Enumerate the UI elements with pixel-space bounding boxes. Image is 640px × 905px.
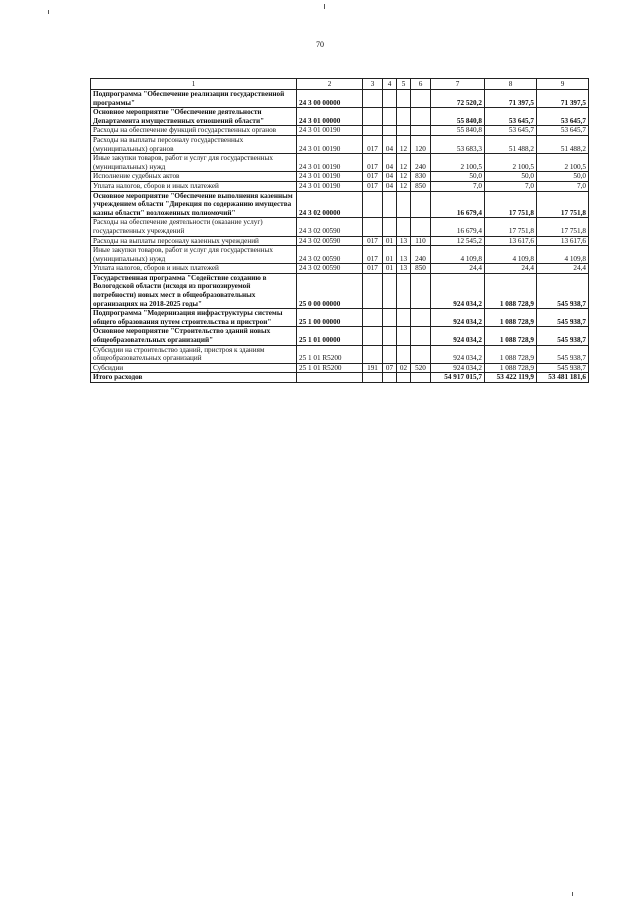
row-code-cell: 24 3 01 00190 (297, 172, 363, 182)
row-section-cell (383, 191, 397, 218)
row-name-cell: Подпрограмма "Обеспечение реализации государственной программы" (91, 90, 297, 108)
row-name-cell: Расходы на обеспечение деятельности (оказание услуг) государственных учреждений (91, 218, 297, 236)
row-section-cell: 04 (383, 172, 397, 182)
row-code-cell: 25 1 01 R5200 (297, 345, 363, 363)
row-subsection-cell (397, 218, 411, 236)
row-code-cell: 25 1 01 R5200 (297, 363, 363, 373)
row-value-cell: 924 034,2 (431, 345, 485, 363)
column-header: 3 (363, 79, 383, 90)
header-row (91, 79, 589, 90)
row-subsection-cell (397, 309, 411, 327)
row-value-cell: 53 481 181,6 (537, 373, 589, 383)
table-row (91, 327, 589, 345)
row-expense-type-cell (411, 108, 431, 126)
row-section-cell (383, 327, 397, 345)
row-expense-type-cell (411, 126, 431, 136)
row-value-cell: 17 751,8 (485, 218, 537, 236)
table-row (91, 181, 589, 191)
row-value-cell: 924 034,2 (431, 273, 485, 308)
row-value-cell: 7,0 (431, 181, 485, 191)
row-value-cell: 2 100,5 (431, 154, 485, 172)
row-value-cell: 7,0 (485, 181, 537, 191)
row-expense-type-cell (411, 218, 431, 236)
row-name-cell: Государственная программа "Содействие созданию в Вологодской области (исходя из прогнозируемой потребности) новых мест в общеобразовательных организациях на 2018-2025 годы" (91, 273, 297, 308)
row-subsection-cell (397, 108, 411, 126)
row-subsection-cell (397, 345, 411, 363)
row-subsection-cell (397, 373, 411, 383)
row-value-cell: 24,4 (537, 264, 589, 274)
row-ministry-cell (363, 90, 383, 108)
row-ministry-cell (363, 126, 383, 136)
column-header: 9 (537, 79, 589, 90)
row-value-cell: 1 088 728,9 (485, 327, 537, 345)
table-row (91, 363, 589, 373)
row-value-cell: 51 488,2 (485, 135, 537, 153)
table-row (91, 246, 589, 264)
row-value-cell: 4 109,8 (485, 246, 537, 264)
row-name-cell: Расходы на обеспечение функций государственных органов (91, 126, 297, 136)
row-name-cell: Расходы на выплаты персоналу государственных (муниципальных) органов (91, 135, 297, 153)
row-ministry-cell (363, 191, 383, 218)
row-value-cell: 545 938,7 (537, 363, 589, 373)
row-value-cell: 7,0 (537, 181, 589, 191)
column-header: 6 (411, 79, 431, 90)
column-header: 7 (431, 79, 485, 90)
row-code-cell: 24 3 01 00190 (297, 135, 363, 153)
row-subsection-cell (397, 327, 411, 345)
row-name-cell: Уплата налогов, сборов и иных платежей (91, 181, 297, 191)
row-ministry-cell: 191 (363, 363, 383, 373)
row-ministry-cell: 017 (363, 172, 383, 182)
row-value-cell: 17 751,8 (537, 191, 589, 218)
column-header: 2 (297, 79, 363, 90)
row-value-cell: 1 088 728,9 (485, 345, 537, 363)
row-code-cell (297, 373, 363, 383)
row-expense-type-cell (411, 327, 431, 345)
row-ministry-cell: 017 (363, 181, 383, 191)
budget-table (90, 78, 589, 383)
row-value-cell: 4 109,8 (537, 246, 589, 264)
row-name-cell: Основное мероприятие "Обеспечение выполнения казенным учреждением области "Дирекция по содержанию имущества казны области" возложенных полномочий" (91, 191, 297, 218)
row-expense-type-cell (411, 309, 431, 327)
scan-mark (572, 892, 573, 896)
row-value-cell: 16 679,4 (431, 191, 485, 218)
row-value-cell: 1 088 728,9 (485, 309, 537, 327)
row-value-cell: 71 397,5 (537, 90, 589, 108)
row-name-cell: Субсидии на строительство зданий, пристроя к зданиям общеобразовательных организаций (91, 345, 297, 363)
row-subsection-cell (397, 273, 411, 308)
row-section-cell: 04 (383, 154, 397, 172)
row-name-cell: Итого расходов (91, 373, 297, 383)
row-section-cell (383, 90, 397, 108)
row-section-cell (383, 373, 397, 383)
row-code-cell: 24 3 02 00590 (297, 236, 363, 246)
row-ministry-cell: 017 (363, 264, 383, 274)
row-value-cell: 1 088 728,9 (485, 363, 537, 373)
column-header: 8 (485, 79, 537, 90)
row-subsection-cell: 13 (397, 236, 411, 246)
row-value-cell: 55 840,8 (431, 108, 485, 126)
row-value-cell: 24,4 (431, 264, 485, 274)
table-row (91, 154, 589, 172)
scan-mark (48, 10, 49, 14)
table-row (91, 191, 589, 218)
row-name-cell: Расходы на выплаты персоналу казенных учреждений (91, 236, 297, 246)
row-code-cell: 24 3 02 00590 (297, 264, 363, 274)
row-value-cell: 72 520,2 (431, 90, 485, 108)
row-ministry-cell: 017 (363, 236, 383, 246)
row-expense-type-cell: 240 (411, 154, 431, 172)
row-subsection-cell (397, 191, 411, 218)
row-value-cell: 13 617,6 (485, 236, 537, 246)
row-value-cell: 924 034,2 (431, 363, 485, 373)
row-expense-type-cell: 240 (411, 246, 431, 264)
row-name-cell: Подпрограмма "Модернизация инфраструктуры системы общего образования путем строительства и пристрои" (91, 309, 297, 327)
row-code-cell: 25 1 00 00000 (297, 309, 363, 327)
table-row (91, 90, 589, 108)
row-ministry-cell: 017 (363, 135, 383, 153)
column-header: 4 (383, 79, 397, 90)
row-value-cell: 924 034,2 (431, 309, 485, 327)
row-value-cell: 2 100,5 (485, 154, 537, 172)
row-value-cell: 51 488,2 (537, 135, 589, 153)
row-expense-type-cell: 850 (411, 264, 431, 274)
row-ministry-cell (363, 273, 383, 308)
row-value-cell: 54 917 015,7 (431, 373, 485, 383)
row-subsection-cell: 13 (397, 264, 411, 274)
row-section-cell: 01 (383, 264, 397, 274)
page-number: 70 (316, 40, 324, 49)
row-code-cell: 25 0 00 00000 (297, 273, 363, 308)
table-row (91, 108, 589, 126)
row-subsection-cell: 12 (397, 172, 411, 182)
row-value-cell: 55 840,8 (431, 126, 485, 136)
row-value-cell: 545 938,7 (537, 345, 589, 363)
row-code-cell: 24 3 02 00590 (297, 218, 363, 236)
row-ministry-cell (363, 218, 383, 236)
row-value-cell: 53 645,7 (537, 126, 589, 136)
row-section-cell: 04 (383, 135, 397, 153)
table-row (91, 309, 589, 327)
row-ministry-cell (363, 309, 383, 327)
row-section-cell (383, 218, 397, 236)
table-row (91, 273, 589, 308)
row-value-cell: 16 679,4 (431, 218, 485, 236)
row-code-cell: 25 1 01 00000 (297, 327, 363, 345)
row-code-cell: 24 3 02 00000 (297, 191, 363, 218)
row-ministry-cell: 017 (363, 246, 383, 264)
row-expense-type-cell: 110 (411, 236, 431, 246)
row-section-cell (383, 273, 397, 308)
row-ministry-cell (363, 345, 383, 363)
row-expense-type-cell (411, 90, 431, 108)
row-value-cell: 545 938,7 (537, 273, 589, 308)
row-section-cell: 01 (383, 236, 397, 246)
row-value-cell: 12 545,2 (431, 236, 485, 246)
row-name-cell: Исполнение судебных актов (91, 172, 297, 182)
row-name-cell: Иные закупки товаров, работ и услуг для государственных (муниципальных) нужд (91, 246, 297, 264)
row-ministry-cell: 017 (363, 154, 383, 172)
row-value-cell: 53 683,3 (431, 135, 485, 153)
table-row (91, 135, 589, 153)
row-subsection-cell: 02 (397, 363, 411, 373)
row-expense-type-cell: 830 (411, 172, 431, 182)
row-value-cell: 13 617,6 (537, 236, 589, 246)
row-section-cell (383, 345, 397, 363)
column-header: 5 (397, 79, 411, 90)
row-subsection-cell: 12 (397, 135, 411, 153)
row-ministry-cell (363, 327, 383, 345)
row-name-cell: Основное мероприятие "Обеспечение деятельности Департамента имущественных отношений области" (91, 108, 297, 126)
row-value-cell: 50,0 (431, 172, 485, 182)
row-subsection-cell (397, 126, 411, 136)
row-expense-type-cell (411, 273, 431, 308)
row-expense-type-cell (411, 373, 431, 383)
row-value-cell: 71 397,5 (485, 90, 537, 108)
row-code-cell: 24 3 01 00190 (297, 126, 363, 136)
row-section-cell: 07 (383, 363, 397, 373)
column-header: 1 (91, 79, 297, 90)
row-value-cell: 4 109,8 (431, 246, 485, 264)
row-code-cell: 24 3 00 00000 (297, 90, 363, 108)
row-subsection-cell (397, 90, 411, 108)
row-value-cell: 53 645,7 (485, 108, 537, 126)
row-value-cell: 50,0 (537, 172, 589, 182)
row-value-cell: 2 100,5 (537, 154, 589, 172)
row-value-cell: 53 422 119,9 (485, 373, 537, 383)
row-value-cell: 24,4 (485, 264, 537, 274)
table-row (91, 126, 589, 136)
row-subsection-cell: 13 (397, 246, 411, 264)
row-value-cell: 50,0 (485, 172, 537, 182)
row-expense-type-cell: 850 (411, 181, 431, 191)
row-value-cell: 17 751,8 (485, 191, 537, 218)
row-expense-type-cell (411, 191, 431, 218)
table-row (91, 345, 589, 363)
row-section-cell (383, 108, 397, 126)
table-row (91, 264, 589, 274)
table-row (91, 218, 589, 236)
table-row (91, 373, 589, 383)
row-value-cell: 53 645,7 (485, 126, 537, 136)
table-body (91, 90, 589, 383)
row-section-cell (383, 309, 397, 327)
table-row (91, 172, 589, 182)
row-code-cell: 24 3 02 00590 (297, 246, 363, 264)
row-name-cell: Уплата налогов, сборов и иных платежей (91, 264, 297, 274)
row-ministry-cell (363, 108, 383, 126)
row-name-cell: Основное мероприятие "Строительство зданий новых общеобразовательных организаций" (91, 327, 297, 345)
table-row (91, 236, 589, 246)
scan-mark (324, 4, 325, 9)
row-value-cell: 17 751,8 (537, 218, 589, 236)
row-section-cell: 04 (383, 181, 397, 191)
row-value-cell: 53 645,7 (537, 108, 589, 126)
row-ministry-cell (363, 373, 383, 383)
row-expense-type-cell: 520 (411, 363, 431, 373)
row-code-cell: 24 3 01 00190 (297, 154, 363, 172)
row-code-cell: 24 3 01 00000 (297, 108, 363, 126)
row-value-cell: 924 034,2 (431, 327, 485, 345)
row-name-cell: Иные закупки товаров, работ и услуг для государственных (муниципальных) нужд (91, 154, 297, 172)
row-subsection-cell: 12 (397, 181, 411, 191)
row-value-cell: 545 938,7 (537, 309, 589, 327)
row-value-cell: 1 088 728,9 (485, 273, 537, 308)
row-code-cell: 24 3 01 00190 (297, 181, 363, 191)
row-section-cell: 01 (383, 246, 397, 264)
row-name-cell: Субсидии (91, 363, 297, 373)
row-subsection-cell: 12 (397, 154, 411, 172)
row-expense-type-cell (411, 345, 431, 363)
row-expense-type-cell: 120 (411, 135, 431, 153)
row-value-cell: 545 938,7 (537, 327, 589, 345)
row-section-cell (383, 126, 397, 136)
